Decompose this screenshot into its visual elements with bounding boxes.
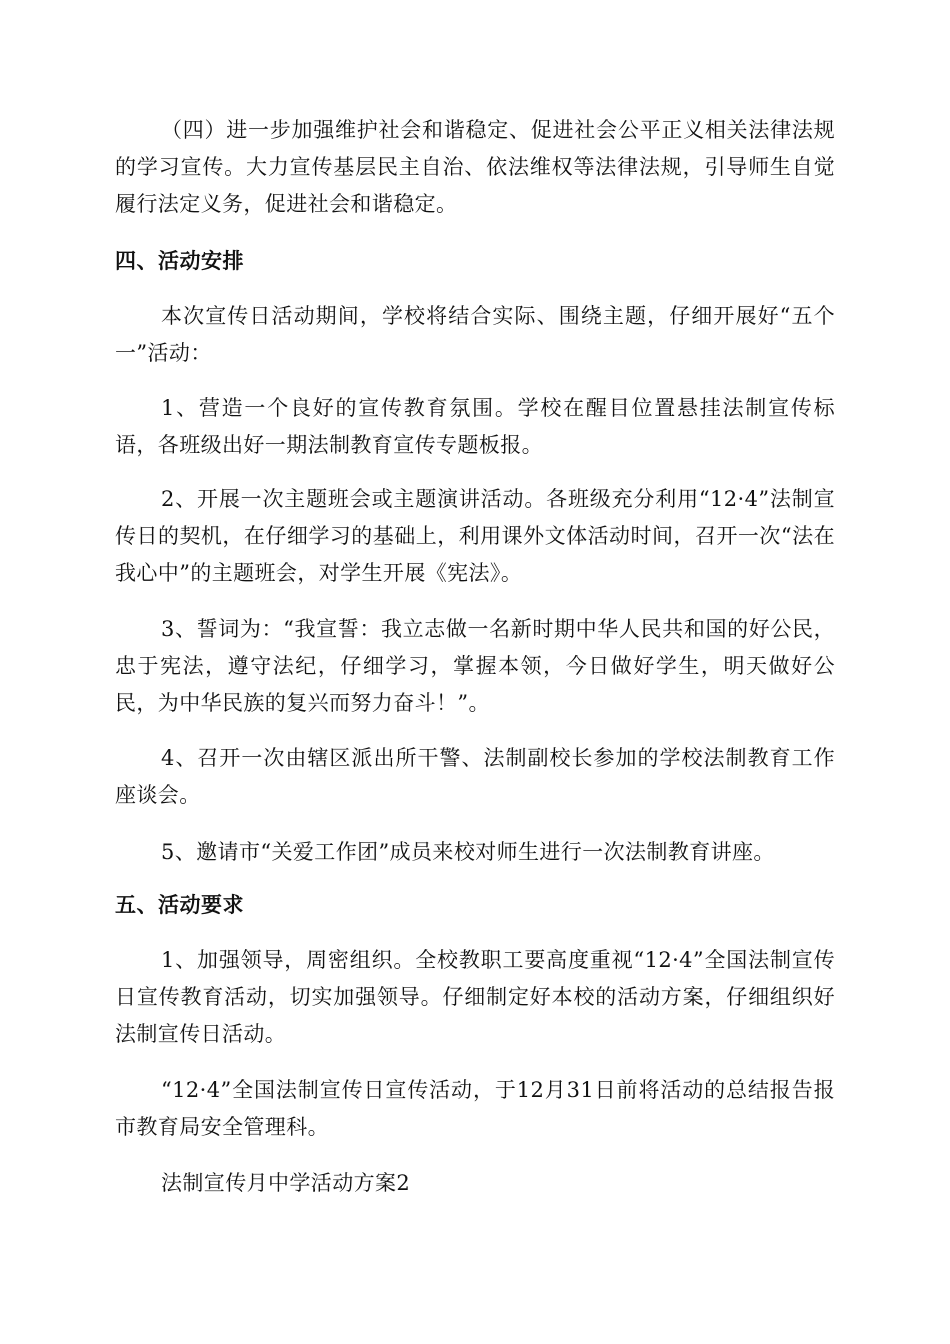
next-document-title: 法制宣传月中学活动方案2 — [161, 1171, 411, 1195]
list-item-5: 5、邀请市“关爱工作团”成员来校对师生进行一次法制教育讲座。 — [161, 840, 775, 864]
list-item-1: 1、营造一个良好的宣传教育氛围。学校在醒目位置悬挂法制宣传标语，各班级出好一期法制教育宣传专题板报。 — [115, 396, 835, 457]
requirement-2: “12·4”全国法制宣传日宣传活动，于12月31日前将活动的总结报告报市教育局安全管理科。 — [115, 1078, 835, 1139]
list-item-4: 4、召开一次由辖区派出所干警、法制副校长参加的学校法制教育工作座谈会。 — [115, 746, 835, 807]
list-item-3: 3、誓词为：“我宣誓：我立志做一名新时期中华人民共和国的好公民，忠于宪法，遵守法纪，仔细学习，掌握本领，今日做好学生，明天做好公民，为中华民族的复兴而努力奋斗！”。 — [115, 617, 835, 715]
paragraph-intro: 本次宣传日活动期间，学校将结合实际、围绕主题，仔细开展好“五个一”活动： — [115, 304, 835, 365]
requirement-1: 1、加强领导，周密组织。全校教职工要高度重视“12·4”全国法制宣传日宣传教育活动，切实加强领导。仔细制定好本校的活动方案，仔细组织好法制宣传日活动。 — [115, 948, 835, 1046]
heading-activity-arrangement: 四、活动安排 — [115, 249, 244, 273]
paragraph-section-4: （四）进一步加强维护社会和谐稳定、促进社会公平正义相关法律法规的学习宣传。大力宣传基层民主自治、依法维权等法律法规，引导师生自觉履行法定义务，促进社会和谐稳定。 — [115, 118, 835, 216]
list-item-2: 2、开展一次主题班会或主题演讲活动。各班级充分利用“12·4”法制宣传日的契机，在仔细学习的基础上，利用课外文体活动时间，召开一次“法在我心中”的主题班会，对学生开展《宪法》。 — [115, 487, 835, 585]
heading-activity-requirements: 五、活动要求 — [115, 893, 244, 917]
